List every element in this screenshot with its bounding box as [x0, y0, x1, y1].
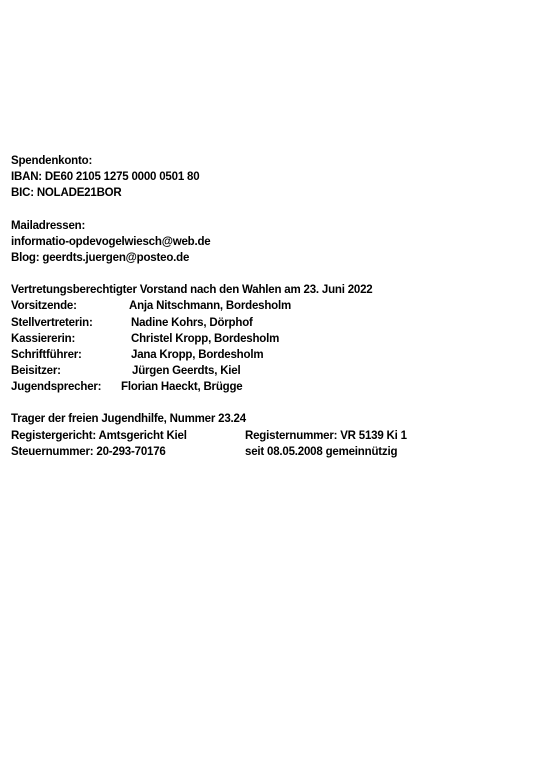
board-role: Jugendsprecher: [11, 381, 102, 394]
board-role: Kassiererin: [11, 332, 76, 345]
iban-text: IBAN: DE60 2105 1275 0000 0501 80 [11, 171, 200, 184]
board-name: Jürgen Geerdts, Kiel [132, 365, 241, 378]
board-member-row [11, 298, 531, 314]
mail-heading: Mailadressen: [11, 219, 86, 232]
board-name: Nadine Kohrs, Dörphof [131, 316, 253, 329]
board-member-row [11, 379, 531, 395]
email-text: informatio-opdevogelwiesch@web.de [11, 235, 211, 248]
court-text: Registergericht: Amtsgericht Kiel [11, 429, 187, 442]
bic-text: BIC: NOLADE21BOR [11, 187, 122, 200]
carrier-text: Trager der freien Jugendhilfe, Nummer 23.24 [11, 413, 246, 426]
tax-row [11, 444, 531, 460]
board-role: Beisitzer: [11, 365, 61, 378]
board-member-row [11, 331, 531, 347]
register-row [11, 428, 531, 444]
board-heading: Vertretungsberechtigter Vorstand nach den Wahlen am 23. Juni 2022 [11, 284, 373, 297]
board-member-row [11, 363, 531, 379]
board-role: Vorsitzende: [11, 300, 77, 313]
board-name: Christel Kropp, Bordesholm [131, 332, 280, 345]
footer-info-block [11, 153, 531, 460]
board-name: Anja Nitschmann, Bordesholm [129, 300, 292, 313]
board-name: Jana Kropp, Bordesholm [131, 348, 264, 361]
blog-text: Blog: geerdts.juergen@posteo.de [11, 251, 190, 264]
register-number-text: Registernummer: VR 5139 Ki 1 [245, 429, 407, 442]
charitable-status-text: seit 08.05.2008 gemeinnützig [245, 445, 398, 458]
board-name: Florian Haeckt, Brügge [121, 381, 243, 394]
board-member-row [11, 347, 531, 363]
board-member-row [11, 315, 531, 331]
board-role: Schriftführer: [11, 348, 82, 361]
bank-heading: Spendenkonto: [11, 155, 93, 167]
board-role: Stellvertreterin: [11, 316, 93, 329]
tax-number-text: Steuernummer: 20-293-70176 [11, 445, 166, 458]
